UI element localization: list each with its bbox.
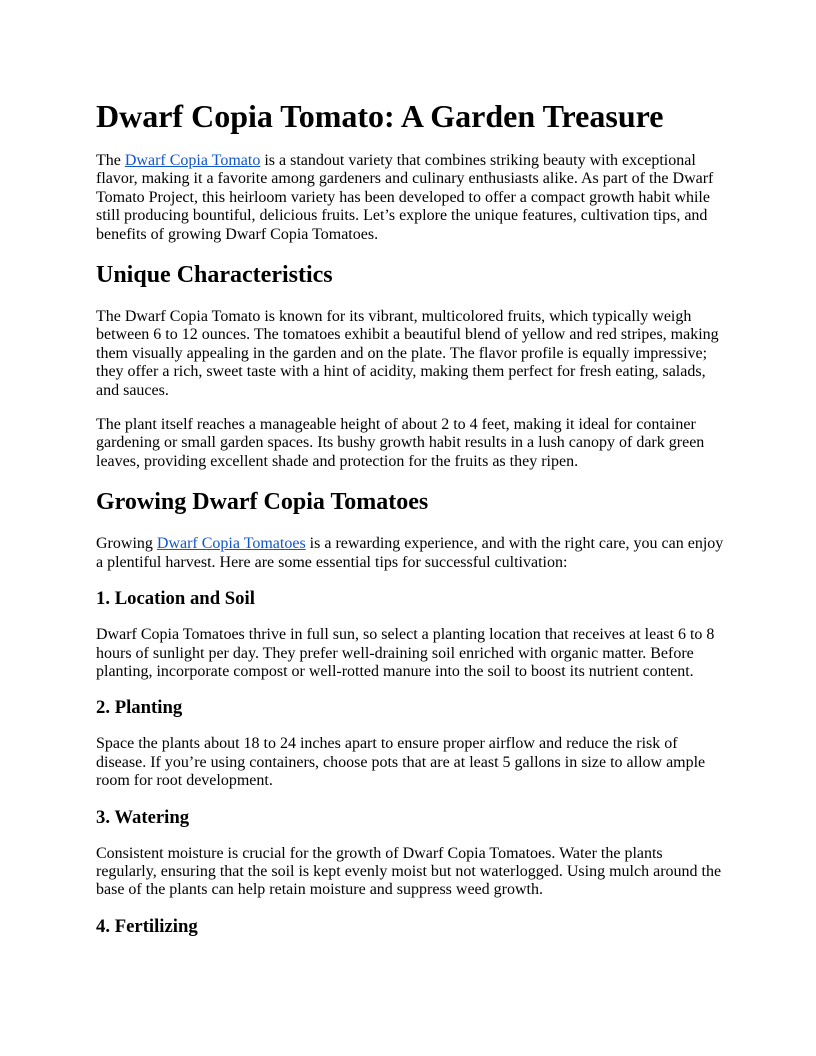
dwarf-copia-tomato-link[interactable]: Dwarf Copia Tomato	[124, 152, 261, 169]
intro-paragraph	[96, 152, 724, 244]
planting-paragraph: Space the plants about 18 to 24 inches apart to ensure proper airflow and reduce the risk of disease. If you’re using containers, choose pots that are at least 5 gallons in size to allow ample room for root development.	[96, 735, 706, 790]
growing-intro-before: Growing	[96, 535, 157, 553]
location-soil-heading: 1. Location and Soil	[96, 588, 255, 610]
intro-before: The	[96, 152, 125, 169]
dwarf-copia-tomatoes-link[interactable]: Dwarf Copia Tomatoes	[156, 535, 306, 553]
watering-heading: 3. Watering	[96, 806, 190, 828]
unique-paragraph-1: The Dwarf Copia Tomato is known for its vibrant, multicolored fruits, which typically weigh between 6 to 12 ounces. The tomatoes exhibit a beautiful blend of yellow and red stripes, making them visually appealing in the garden and on the plate. The flavor profile is equally impressive; they offer a rich, sweet taste with a hint of acidity, making them perfect for fresh eating, salads, and sauces.	[96, 308, 719, 399]
growing-intro-after: is a rewarding experience, and with the right care, you can enjoy a plentiful harvest. Here are some essential tips for successful cultivation:	[96, 535, 724, 571]
location-soil-paragraph: Dwarf Copia Tomatoes thrive in full sun, so select a planting location that receives at least 6 to 8 hours of sunlight per day. They prefer well-draining soil enriched with organic matter. Before planting, incorporate compost or well-rotted manure into the soil to boost its nutrient content.	[96, 626, 715, 680]
unique-characteristics-heading: Unique Characteristics	[96, 262, 333, 289]
intro-after: is a standout variety that combines striking beauty with exceptional flavor, making it a favorite among gardeners and culinary enthusiasts alike. As part of the Dwarf Tomato Project, this heirloom variety has been developed to offer a compact growth habit while still producing bountiful, delicious fruits. Let’s explore the unique features, cultivation tips, and benefits of growing Dwarf Copia Tomatoes.	[96, 152, 714, 243]
growing-intro-paragraph	[96, 535, 724, 572]
unique-paragraph-2: The plant itself reaches a manageable height of about 2 to 4 feet, making it ideal for container gardening or small garden spaces. Its bushy growth habit results in a lush canopy of dark green leaves, providing excellent shade and protection for the fruits as they ripen.	[96, 416, 705, 470]
page-title: Dwarf Copia Tomato: A Garden Treasure	[96, 98, 664, 134]
growing-heading: Growing Dwarf Copia Tomatoes	[96, 489, 429, 516]
watering-paragraph: Consistent moisture is crucial for the growth of Dwarf Copia Tomatoes. Water the plants regularly, ensuring that the soil is kept evenly moist but not waterlogged. Using mulch around the base of the plants can help retain moisture and suppress weed growth.	[96, 844, 722, 899]
document-page	[96, 96, 724, 954]
fertilizing-heading: 4. Fertilizing	[96, 915, 198, 937]
planting-heading: 2. Planting	[96, 697, 183, 719]
